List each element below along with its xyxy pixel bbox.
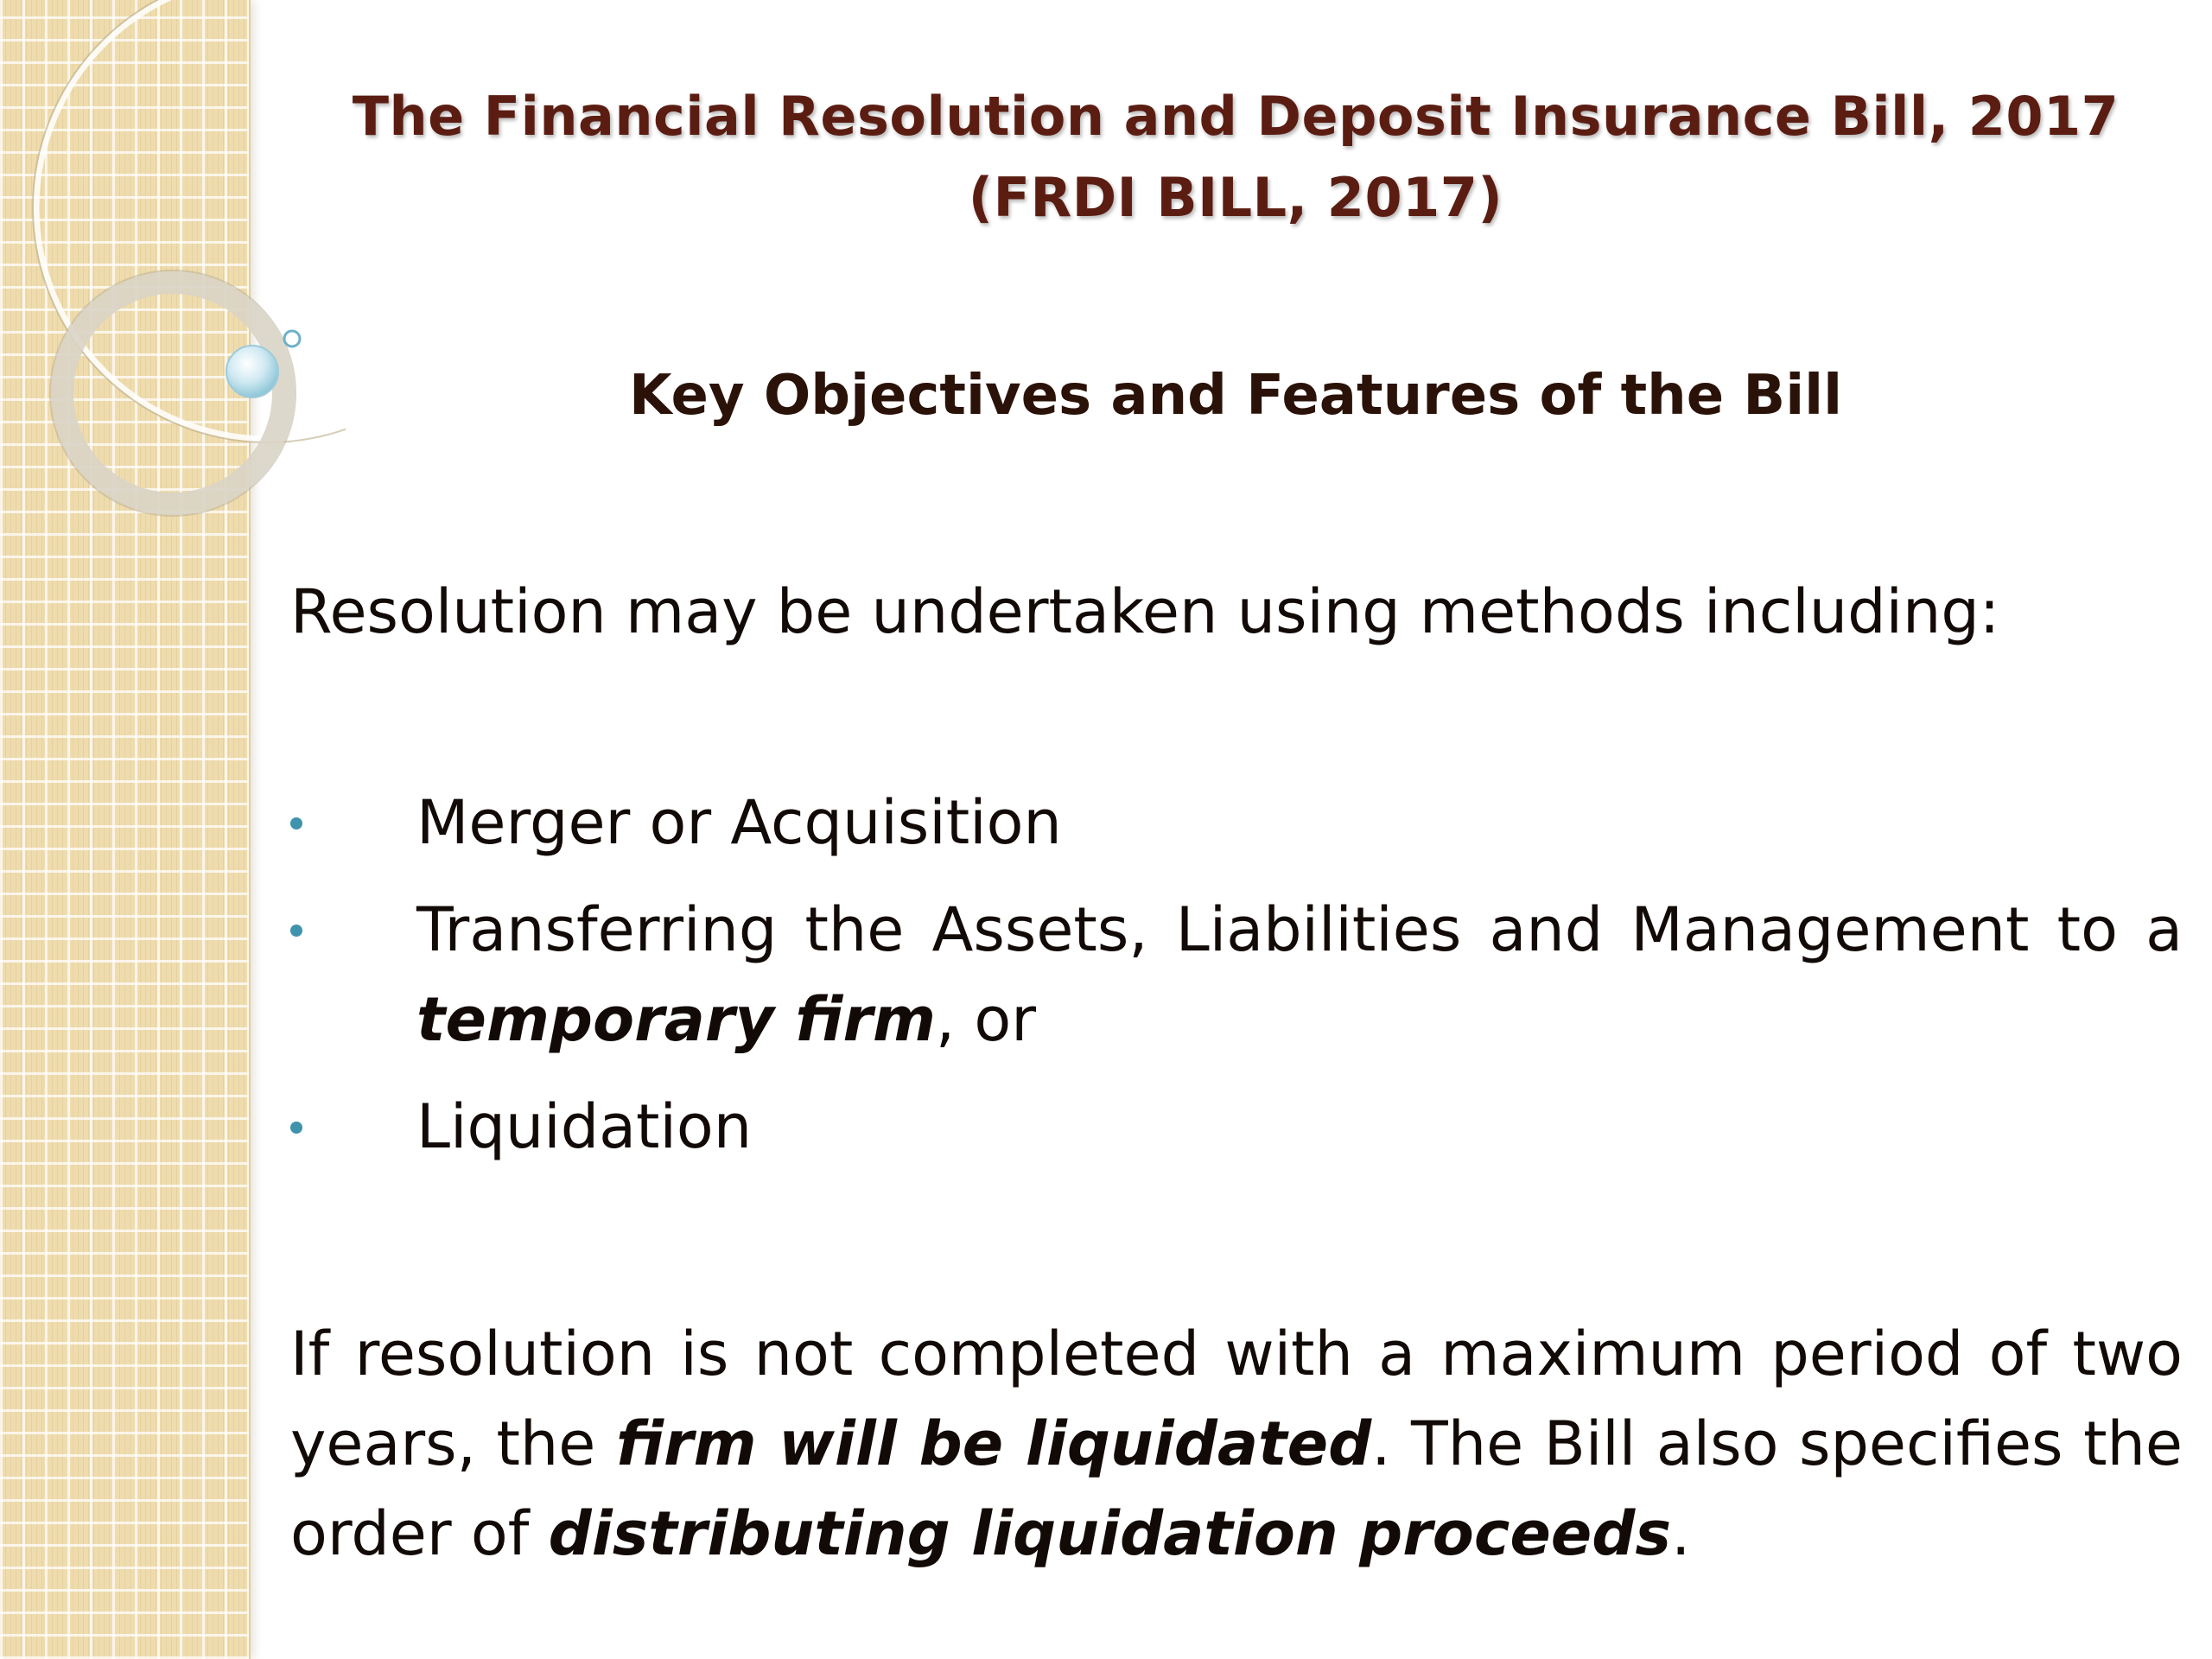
list-item-emphasis: temporary firm xyxy=(416,984,936,1055)
list-item xyxy=(290,1082,2183,1172)
list-item-text: Liquidation xyxy=(416,1091,753,1162)
list-item-text: Merger or Acquisition xyxy=(416,787,1062,858)
methods-list xyxy=(290,778,2183,1189)
closing-paragraph xyxy=(290,1309,2183,1579)
bubble-large xyxy=(226,346,278,397)
slide-subtitle: Key Objectives and Features of the Bill xyxy=(629,364,1842,428)
bullet-icon xyxy=(290,925,302,937)
title-line-2: (FRDI BILL, 2017) xyxy=(968,166,1503,229)
closing-text-2: . The Bill also specifies the order of xyxy=(290,1408,2183,1569)
bullet-icon xyxy=(290,1122,302,1134)
list-item xyxy=(290,885,2183,1065)
closing-emphasis-1: firm will be liquidated xyxy=(615,1408,1372,1479)
list-item xyxy=(290,778,2183,868)
title-line-1: The Financial Resolution and Deposit Insurance Bill, 2017 xyxy=(352,85,2120,148)
closing-text-3: . xyxy=(1671,1498,1691,1569)
intro-paragraph: Resolution may be undertaken using methods including: xyxy=(290,576,2000,647)
slide-title xyxy=(285,76,2186,238)
bubble-small xyxy=(284,331,300,346)
list-item-text: Transferring the Assets, Liabilities and Management to a xyxy=(416,894,2183,965)
list-item-text-after: , or xyxy=(935,984,1037,1055)
bullet-icon xyxy=(290,817,302,830)
closing-emphasis-2: distributing liquidation proceeds xyxy=(548,1498,1672,1569)
closing-text-1: If resolution is not completed with a maximum period of two years, the xyxy=(290,1319,2183,1479)
